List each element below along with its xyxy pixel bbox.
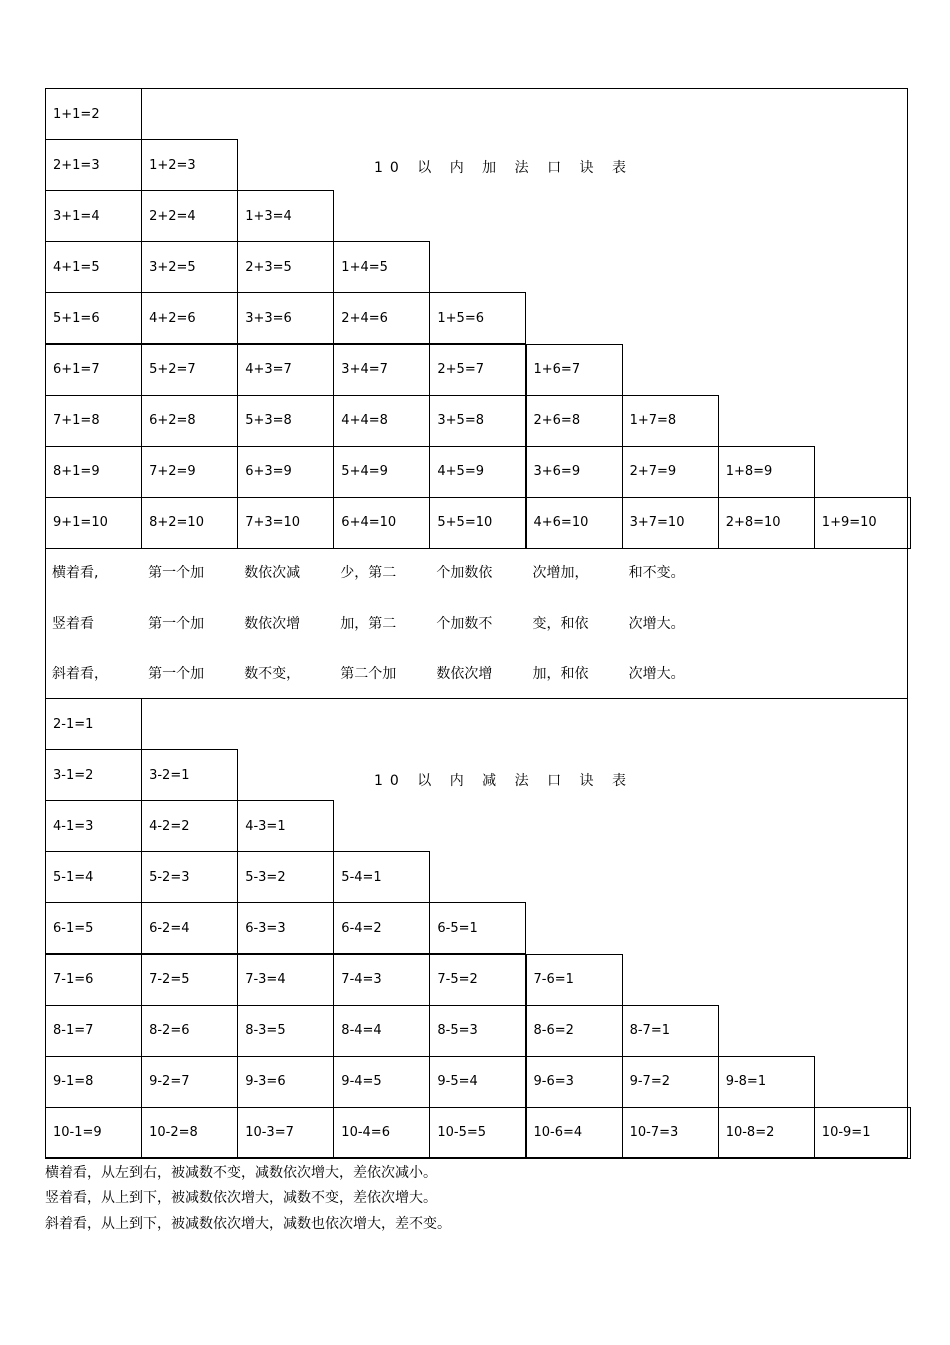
subtraction-cell-r9-c4: 10-4=6 — [333, 1107, 430, 1159]
addition-cell-r9-c7: 3+7=10 — [622, 497, 719, 549]
addition-cell-r2-c2: 1+2=3 — [141, 139, 238, 191]
addition-observation-vertical-part-1: 竖着看 — [52, 616, 94, 632]
subtraction-cell-r6-c5: 7-5=2 — [429, 954, 526, 1006]
addition-cell-r7-c4: 4+4=8 — [333, 395, 430, 447]
addition-cell-r3-c3: 1+3=4 — [237, 190, 334, 242]
subtraction-cell-r7-c5: 8-5=3 — [429, 1005, 526, 1057]
addition-cell-r7-c6: 2+6=8 — [526, 395, 623, 447]
subtraction-cell-r9-c6: 10-6=4 — [526, 1107, 623, 1159]
addition-cell-r5-c4: 2+4=6 — [333, 292, 430, 344]
subtraction-cell-r5-c2: 6-2=4 — [141, 902, 238, 954]
subtraction-cell-r2-c1: 3-1=2 — [45, 749, 142, 801]
subtraction-cell-r7-c1: 8-1=7 — [45, 1005, 142, 1057]
addition-cell-r6-c4: 3+4=7 — [333, 344, 430, 396]
addition-cell-r8-c2: 7+2=9 — [141, 446, 238, 498]
addition-cell-r4-c3: 2+3=5 — [237, 241, 334, 293]
addition-cell-r5-c3: 3+3=6 — [237, 292, 334, 344]
addition-cell-r8-c7: 2+7=9 — [622, 446, 719, 498]
addition-cell-r6-c5: 2+5=7 — [429, 344, 526, 396]
addition-cell-r8-c3: 6+3=9 — [237, 446, 334, 498]
subtraction-cell-r8-c1: 9-1=8 — [45, 1056, 142, 1108]
addition-cell-r4-c2: 3+2=5 — [141, 241, 238, 293]
subtraction-cell-r7-c3: 8-3=5 — [237, 1005, 334, 1057]
addition-cell-r5-c2: 4+2=6 — [141, 292, 238, 344]
subtraction-cell-r8-c6: 9-6=3 — [526, 1056, 623, 1108]
subtraction-cell-r9-c9: 10-9=1 — [814, 1107, 911, 1159]
subtraction-title: 10 以 内 减 法 口 诀 表 — [374, 773, 633, 789]
subtraction-note-horizontal: 横着看，从左到右，被减数不变，减数依次增大，差依次减小。 — [45, 1165, 437, 1181]
addition-observation-diagonal-part-6: 加，和依 — [532, 666, 589, 682]
addition-cell-r5-c5: 1+5=6 — [429, 292, 526, 344]
subtraction-note-diagonal: 斜着看，从上到下，被减数依次增大，减数也依次增大，差不变。 — [45, 1216, 451, 1232]
subtraction-cell-r1-c1: 2-1=1 — [45, 698, 142, 750]
addition-observation-vertical-part-5: 个加数不 — [436, 616, 493, 632]
subtraction-cell-r7-c2: 8-2=6 — [141, 1005, 238, 1057]
subtraction-cell-r5-c3: 6-3=3 — [237, 902, 334, 954]
addition-cell-r4-c4: 1+4=5 — [333, 241, 430, 293]
addition-observation-vertical-part-7: 次增大。 — [628, 616, 685, 632]
addition-cell-r9-c2: 8+2=10 — [141, 497, 238, 549]
subtraction-cell-r9-c1: 10-1=9 — [45, 1107, 142, 1159]
addition-observation-diagonal-part-5: 数依次增 — [436, 666, 493, 682]
subtraction-cell-r4-c1: 5-1=4 — [45, 851, 142, 903]
addition-cell-r8-c8: 1+8=9 — [718, 446, 815, 498]
addition-observation-horizontal-part-1: 横着看, — [52, 565, 99, 581]
addition-observation-diagonal-part-2: 第一个加 — [148, 666, 205, 682]
addition-cell-r9-c6: 4+6=10 — [526, 497, 623, 549]
addition-cell-r7-c5: 3+5=8 — [429, 395, 526, 447]
addition-cell-r2-c1: 2+1=3 — [45, 139, 142, 191]
addition-cell-r6-c3: 4+3=7 — [237, 344, 334, 396]
subtraction-cell-r3-c1: 4-1=3 — [45, 800, 142, 852]
addition-observation-horizontal-part-4: 少，第二 — [340, 565, 397, 581]
addition-cell-r8-c5: 4+5=9 — [429, 446, 526, 498]
addition-observation-horizontal-part-2: 第一个加 — [148, 565, 205, 581]
subtraction-cell-r8-c8: 9-8=1 — [718, 1056, 815, 1108]
addition-observation-vertical-part-3: 数依次增 — [244, 616, 301, 632]
addition-cell-r7-c3: 5+3=8 — [237, 395, 334, 447]
addition-observation-horizontal-part-7: 和不变。 — [628, 565, 685, 581]
subtraction-cell-r5-c5: 6-5=1 — [429, 902, 526, 954]
addition-observation-vertical-part-6: 变，和依 — [532, 616, 589, 632]
subtraction-cell-r9-c5: 10-5=5 — [429, 1107, 526, 1159]
subtraction-cell-r2-c2: 3-2=1 — [141, 749, 238, 801]
addition-cell-r6-c2: 5+2=7 — [141, 344, 238, 396]
subtraction-cell-r7-c7: 8-7=1 — [622, 1005, 719, 1057]
addition-cell-r5-c1: 5+1=6 — [45, 292, 142, 344]
addition-observation-horizontal-part-5: 个加数依 — [436, 565, 493, 581]
subtraction-cell-r4-c3: 5-3=2 — [237, 851, 334, 903]
subtraction-cell-r7-c4: 8-4=4 — [333, 1005, 430, 1057]
subtraction-cell-r9-c2: 10-2=8 — [141, 1107, 238, 1159]
addition-cell-r7-c2: 6+2=8 — [141, 395, 238, 447]
addition-cell-r9-c1: 9+1=10 — [45, 497, 142, 549]
addition-cell-r6-c6: 1+6=7 — [526, 344, 623, 396]
addition-cell-r8-c4: 5+4=9 — [333, 446, 430, 498]
addition-observation-horizontal-part-6: 次增加， — [532, 565, 589, 581]
addition-cell-r9-c5: 5+5=10 — [429, 497, 526, 549]
addition-cell-r1-c1: 1+1=2 — [45, 88, 142, 140]
subtraction-cell-r6-c2: 7-2=5 — [141, 954, 238, 1006]
addition-cell-r9-c3: 7+3=10 — [237, 497, 334, 549]
addition-cell-r9-c9: 1+9=10 — [814, 497, 911, 549]
addition-cell-r8-c1: 8+1=9 — [45, 446, 142, 498]
subtraction-note-vertical: 竖着看，从上到下，被减数依次增大，减数不变，差依次增大。 — [45, 1190, 437, 1206]
subtraction-cell-r3-c2: 4-2=2 — [141, 800, 238, 852]
subtraction-cell-r6-c3: 7-3=4 — [237, 954, 334, 1006]
subtraction-cell-r8-c3: 9-3=6 — [237, 1056, 334, 1108]
subtraction-cell-r9-c7: 10-7=3 — [622, 1107, 719, 1159]
addition-cell-r3-c2: 2+2=4 — [141, 190, 238, 242]
subtraction-cell-r5-c4: 6-4=2 — [333, 902, 430, 954]
subtraction-cell-r8-c7: 9-7=2 — [622, 1056, 719, 1108]
subtraction-cell-r7-c6: 8-6=2 — [526, 1005, 623, 1057]
addition-observation-diagonal-part-3: 数不变， — [244, 666, 301, 682]
subtraction-cell-r9-c3: 10-3=7 — [237, 1107, 334, 1159]
addition-observation-diagonal-part-1: 斜着看， — [52, 666, 108, 682]
addition-observation-vertical-part-2: 第一个加 — [148, 616, 205, 632]
subtraction-cell-r8-c5: 9-5=4 — [429, 1056, 526, 1108]
addition-cell-r9-c8: 2+8=10 — [718, 497, 815, 549]
addition-cell-r9-c4: 6+4=10 — [333, 497, 430, 549]
addition-cell-r3-c1: 3+1=4 — [45, 190, 142, 242]
addition-cell-r7-c1: 7+1=8 — [45, 395, 142, 447]
subtraction-cell-r4-c2: 5-2=3 — [141, 851, 238, 903]
subtraction-cell-r8-c4: 9-4=5 — [333, 1056, 430, 1108]
addition-cell-r8-c6: 3+6=9 — [526, 446, 623, 498]
subtraction-cell-r5-c1: 6-1=5 — [45, 902, 142, 954]
subtraction-cell-r6-c1: 7-1=6 — [45, 954, 142, 1006]
addition-observation-diagonal-part-4: 第二个加 — [340, 666, 397, 682]
subtraction-cell-r6-c6: 7-6=1 — [526, 954, 623, 1006]
subtraction-cell-r6-c4: 7-4=3 — [333, 954, 430, 1006]
subtraction-cell-r8-c2: 9-2=7 — [141, 1056, 238, 1108]
addition-observation-vertical-part-4: 加，第二 — [340, 616, 397, 632]
addition-cell-r6-c1: 6+1=7 — [45, 344, 142, 396]
addition-observation-diagonal-part-7: 次增大。 — [628, 666, 685, 682]
subtraction-cell-r3-c3: 4-3=1 — [237, 800, 334, 852]
subtraction-cell-r4-c4: 5-4=1 — [333, 851, 430, 903]
addition-title: 10 以 内 加 法 口 诀 表 — [374, 160, 633, 176]
addition-cell-r7-c7: 1+7=8 — [622, 395, 719, 447]
addition-observation-horizontal-part-3: 数依次减 — [244, 565, 301, 581]
addition-cell-r4-c1: 4+1=5 — [45, 241, 142, 293]
subtraction-cell-r9-c8: 10-8=2 — [718, 1107, 815, 1159]
